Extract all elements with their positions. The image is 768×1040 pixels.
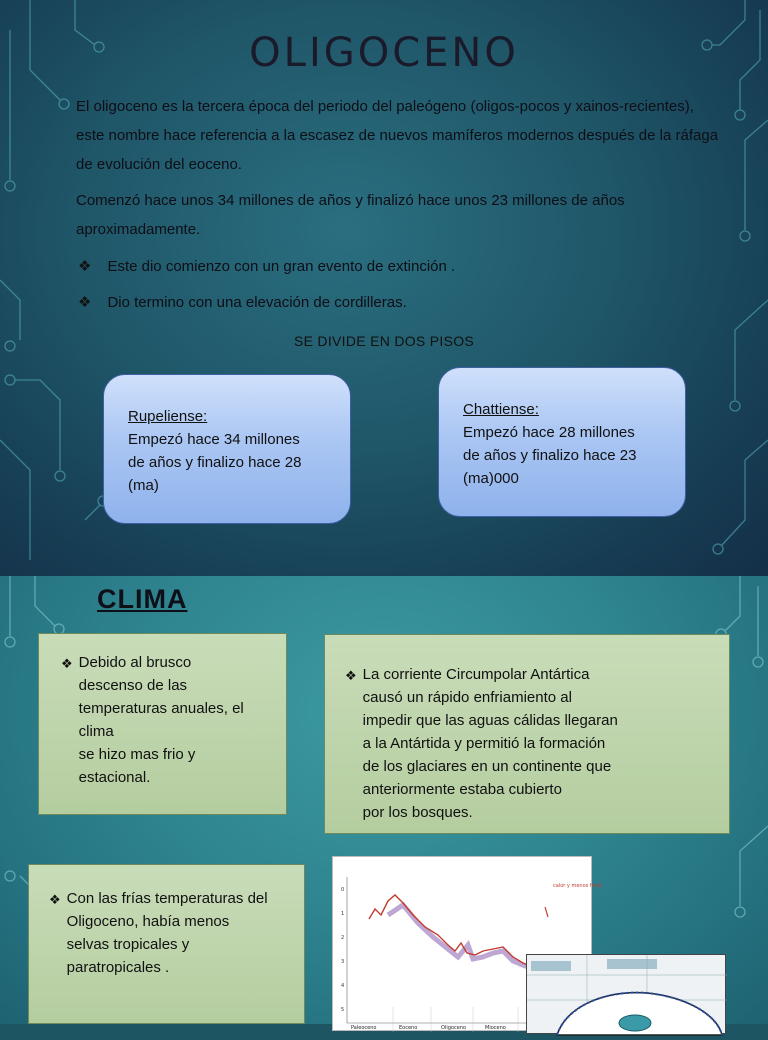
diamond-bullet-icon: ❖ [49, 892, 61, 907]
note-text: Debido al brusco descenso de las temperaturas anuales, el clima se hizo mas frio y estacional. [78, 654, 244, 786]
y-tick: 1 [341, 911, 345, 917]
period-name: Rupeliense: [128, 408, 208, 425]
climate-note [38, 633, 287, 815]
antarctica-map-figure [527, 955, 727, 1035]
bullet-item [78, 257, 455, 275]
slide-title: CLIMA [97, 584, 188, 614]
diamond-bullet-icon: ❖ [61, 656, 73, 671]
note-text: La corriente Circumpolar Antártica causó un rápido enfriamiento al impedir que las aguas cálidas llegaran a la Antártida y permitió la formación de los glaciares en un continente que anteriormente estaba cubierto por los bosques. [362, 666, 618, 821]
subheading: SE DIVIDE EN DOS PISOS [293, 333, 475, 349]
period-card-rupeliense [103, 374, 351, 524]
graph-annotation: calor y menos hielo [553, 883, 602, 889]
y-tick: 3 [341, 959, 345, 965]
y-tick: 0 [341, 887, 345, 893]
x-tick: Paleoceno [351, 1025, 377, 1031]
period-description: Empezó hace 28 millones de años y finalizo hace 23 (ma)000 [463, 424, 637, 487]
antarctica-map [526, 954, 726, 1034]
period-name: Chattiense: [463, 401, 539, 418]
x-tick: Mioceno [485, 1025, 506, 1031]
period-card-chattiense [438, 367, 686, 517]
diamond-bullet-icon: ❖ [345, 668, 357, 683]
bullet-text: Este dio comienzo con un gran evento de extinción . [107, 257, 456, 275]
period-description: Empezó hace 34 millones de años y finalizo hace 28 (ma) [128, 431, 302, 494]
y-tick: 4 [341, 983, 345, 989]
intro-paragraph: El oligoceno es la tercera época del periodo del paleógeno (oligos-pocos y xainos-recientes), este nombre hace referencia a la escasez de nuevos mamíferos modernos después de la ráfaga de evolución del eoceno. [76, 98, 719, 173]
y-tick: 2 [341, 935, 345, 941]
bullet-text: Dio termino con una elevación de cordilleras. [107, 293, 407, 311]
x-tick: Oligoceno [441, 1025, 466, 1031]
diamond-bullet-icon: ❖ [78, 258, 92, 275]
note-text: Con las frías temperaturas del Oligoceno, había menos selvas tropicales y paratropicales . [66, 890, 268, 976]
slide-clima [0, 576, 768, 1031]
dates-paragraph: Comenzó hace unos 34 millones de años y finalizó hace unos 23 millones de años aproximadamente. [76, 192, 625, 238]
x-tick: Eoceno [399, 1025, 418, 1031]
diamond-bullet-icon: ❖ [78, 294, 92, 311]
climate-note [28, 864, 305, 1024]
y-tick: 5 [341, 1007, 345, 1013]
slide-title: OLIGOCENO [249, 30, 519, 76]
bullet-item [78, 293, 407, 311]
climate-note [324, 634, 730, 834]
